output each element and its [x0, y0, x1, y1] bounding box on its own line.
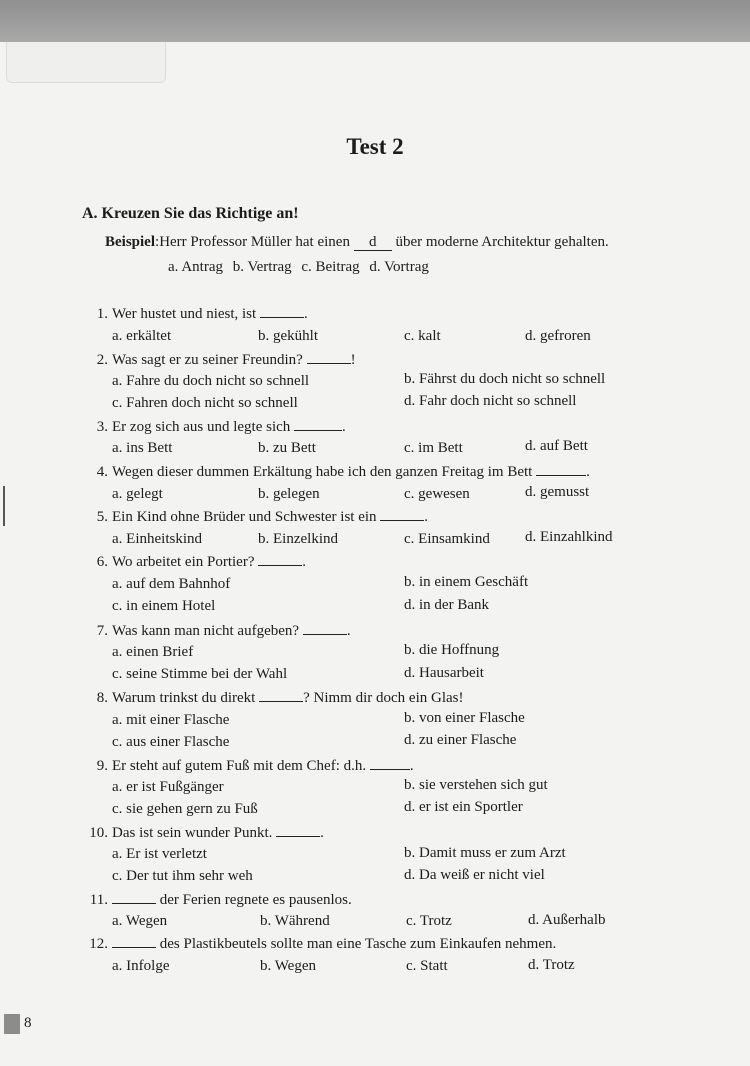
option: b. in einem Geschäft [404, 574, 529, 590]
option: b. die Hoffnung [404, 642, 500, 658]
question-number: 11. [89, 892, 108, 908]
option: c. kalt [404, 328, 441, 344]
example-options [168, 259, 435, 276]
option: d. Außerhalb [528, 912, 606, 928]
option: d. gefroren [525, 328, 591, 344]
answer-blank [536, 463, 586, 476]
question-text-after: . [424, 509, 429, 525]
question-number: 3. [96, 419, 108, 435]
question-number: 1. [96, 306, 108, 322]
question-9 [80, 757, 414, 775]
example-answer: d [354, 234, 392, 251]
option: b. Damit muss er zum Arzt [404, 845, 566, 861]
example-text-after: über moderne Architektur gehalten. [391, 234, 609, 250]
answer-blank [307, 351, 351, 364]
option: a. auf dem Bahnhof [112, 576, 231, 592]
page-number-marker [4, 1014, 20, 1034]
option: a. Einheitskind [112, 531, 202, 547]
question-text: Warum trinkst du direkt [112, 690, 260, 706]
question-text-after: ! [350, 352, 356, 368]
option: d. Trotz [528, 957, 575, 973]
question-number: 9. [96, 758, 108, 774]
faint-header-tab [6, 42, 166, 83]
option: c. in einem Hotel [112, 598, 216, 614]
question-number: 4. [96, 464, 108, 480]
example-option: c. Beitrag [301, 259, 360, 275]
example-text-before: Herr Professor Müller hat einen [159, 234, 354, 250]
page-title: Test 2 [346, 134, 404, 159]
section-heading: A. Kreuzen Sie das Richtige an! [82, 205, 299, 222]
option: a. erkältet [112, 328, 172, 344]
answer-blank [258, 553, 302, 566]
page-number: 8 [24, 1015, 32, 1031]
option: d. Hausarbeit [404, 665, 484, 681]
answer-blank [380, 508, 424, 521]
option: b. Einzelkind [258, 531, 338, 547]
example-option: a. Antrag [168, 259, 223, 275]
question-number: 7. [96, 623, 108, 639]
option: b. Während [260, 913, 330, 929]
answer-blank [260, 305, 304, 318]
answer-blank [259, 689, 303, 702]
option: b. von einer Flasche [404, 710, 525, 726]
option: b. Fährst du doch nicht so schnell [404, 371, 606, 387]
option: d. Einzahlkind [525, 529, 613, 545]
top-scan-band [0, 0, 750, 42]
option: b. gekühlt [258, 328, 318, 344]
option: c. im Bett [404, 440, 463, 456]
option: d. Da weiß er nicht viel [404, 867, 545, 883]
answer-blank [112, 891, 156, 904]
question-number: 5. [96, 509, 108, 525]
question-12 [80, 935, 556, 953]
option: a. Infolge [112, 958, 170, 974]
option: c. aus einer Flasche [112, 734, 230, 750]
option: c. Statt [406, 958, 448, 974]
answer-blank [112, 935, 156, 948]
option: a. Wegen [112, 913, 168, 929]
option: b. sie verstehen sich gut [404, 777, 548, 793]
option: a. Fahre du doch nicht so schnell [112, 373, 310, 389]
option: d. zu einer Flasche [404, 732, 517, 748]
option: c. gewesen [404, 486, 470, 502]
option: c. Einsamkind [404, 531, 490, 547]
option: d. in der Bank [404, 597, 489, 613]
question-text-after: . [342, 419, 346, 435]
option: c. seine Stimme bei der Wahl [112, 666, 288, 682]
option: b. zu Bett [258, 440, 316, 456]
question-text: Das ist sein wunder Punkt. [112, 825, 277, 841]
question-1 [80, 305, 308, 323]
option: c. Der tut ihm sehr weh [112, 868, 253, 884]
question-number: 12. [89, 936, 108, 952]
question-text: Wegen dieser dummen Erkältung habe ich den ganzen Freitag im Bett [112, 464, 537, 480]
question-number: 10. [89, 825, 108, 841]
question-number: 2. [96, 352, 108, 368]
example-option: d. Vortrag [369, 259, 429, 275]
question-number: 8. [96, 690, 108, 706]
question-text: Wo arbeitet ein Portier? [112, 554, 259, 570]
question-text-after: . [586, 464, 590, 480]
example-option: b. Vertrag [232, 259, 292, 275]
answer-blank [294, 418, 342, 431]
question-text-after: . [302, 554, 306, 570]
margin-mark [3, 486, 5, 526]
question-5 [80, 508, 428, 526]
option: c. sie gehen gern zu Fuß [112, 801, 258, 817]
question-text-after: . [320, 825, 324, 841]
question-text-after: des Plastikbeutels sollte man eine Tasche zum Einkaufen nehmen. [156, 936, 557, 952]
example-label: Beispiel [105, 234, 156, 250]
question-text: Ein Kind ohne Brüder und Schwester ist ein [112, 509, 381, 525]
question-text: Wer hustet und niest, ist [112, 306, 260, 322]
question-text: Was sagt er zu seiner Freundin? [112, 352, 307, 368]
question-number: 6. [96, 554, 108, 570]
question-text-after: . [303, 306, 308, 322]
option: d. er ist ein Sportler [404, 799, 523, 815]
option: d. Fahr doch nicht so schnell [404, 393, 577, 409]
question-2 [80, 351, 356, 369]
question-10 [80, 824, 324, 842]
option: a. er ist Fußgänger [112, 779, 224, 795]
question-11 [80, 891, 352, 909]
option: a. gelegt [112, 486, 163, 502]
question-6 [80, 553, 306, 571]
option: b. Wegen [260, 958, 317, 974]
question-text-after: . [409, 758, 414, 774]
question-4 [80, 463, 590, 481]
question-text-after: . [346, 623, 351, 639]
question-7 [80, 622, 351, 640]
answer-blank [276, 824, 320, 837]
question-text: Was kann man nicht aufgeben? [112, 623, 303, 639]
option: b. gelegen [258, 486, 320, 502]
option: a. Er ist verletzt [112, 846, 207, 862]
example-sentence: Beispiel:Herr Professor Müller hat einen d über moderne Architektur gehalten. [105, 234, 609, 250]
question-3 [80, 418, 346, 436]
option: a. ins Bett [112, 440, 173, 456]
option: d. auf Bett [525, 438, 588, 454]
answer-blank [303, 622, 347, 635]
answer-blank [370, 757, 410, 770]
option: a. mit einer Flasche [112, 712, 230, 728]
option: c. Trotz [406, 913, 452, 929]
question-text: Er zog sich aus und legte sich [112, 419, 295, 435]
question-text: Er steht auf gutem Fuß mit dem Chef: d.h. [112, 758, 370, 774]
option: c. Fahren doch nicht so schnell [112, 395, 298, 411]
option: d. gemusst [525, 484, 590, 500]
question-text-after: der Ferien regnete es pausenlos. [156, 892, 352, 908]
option: a. einen Brief [112, 644, 194, 660]
question-8 [80, 689, 464, 707]
question-text-after: ? Nimm dir doch ein Glas! [303, 690, 464, 706]
